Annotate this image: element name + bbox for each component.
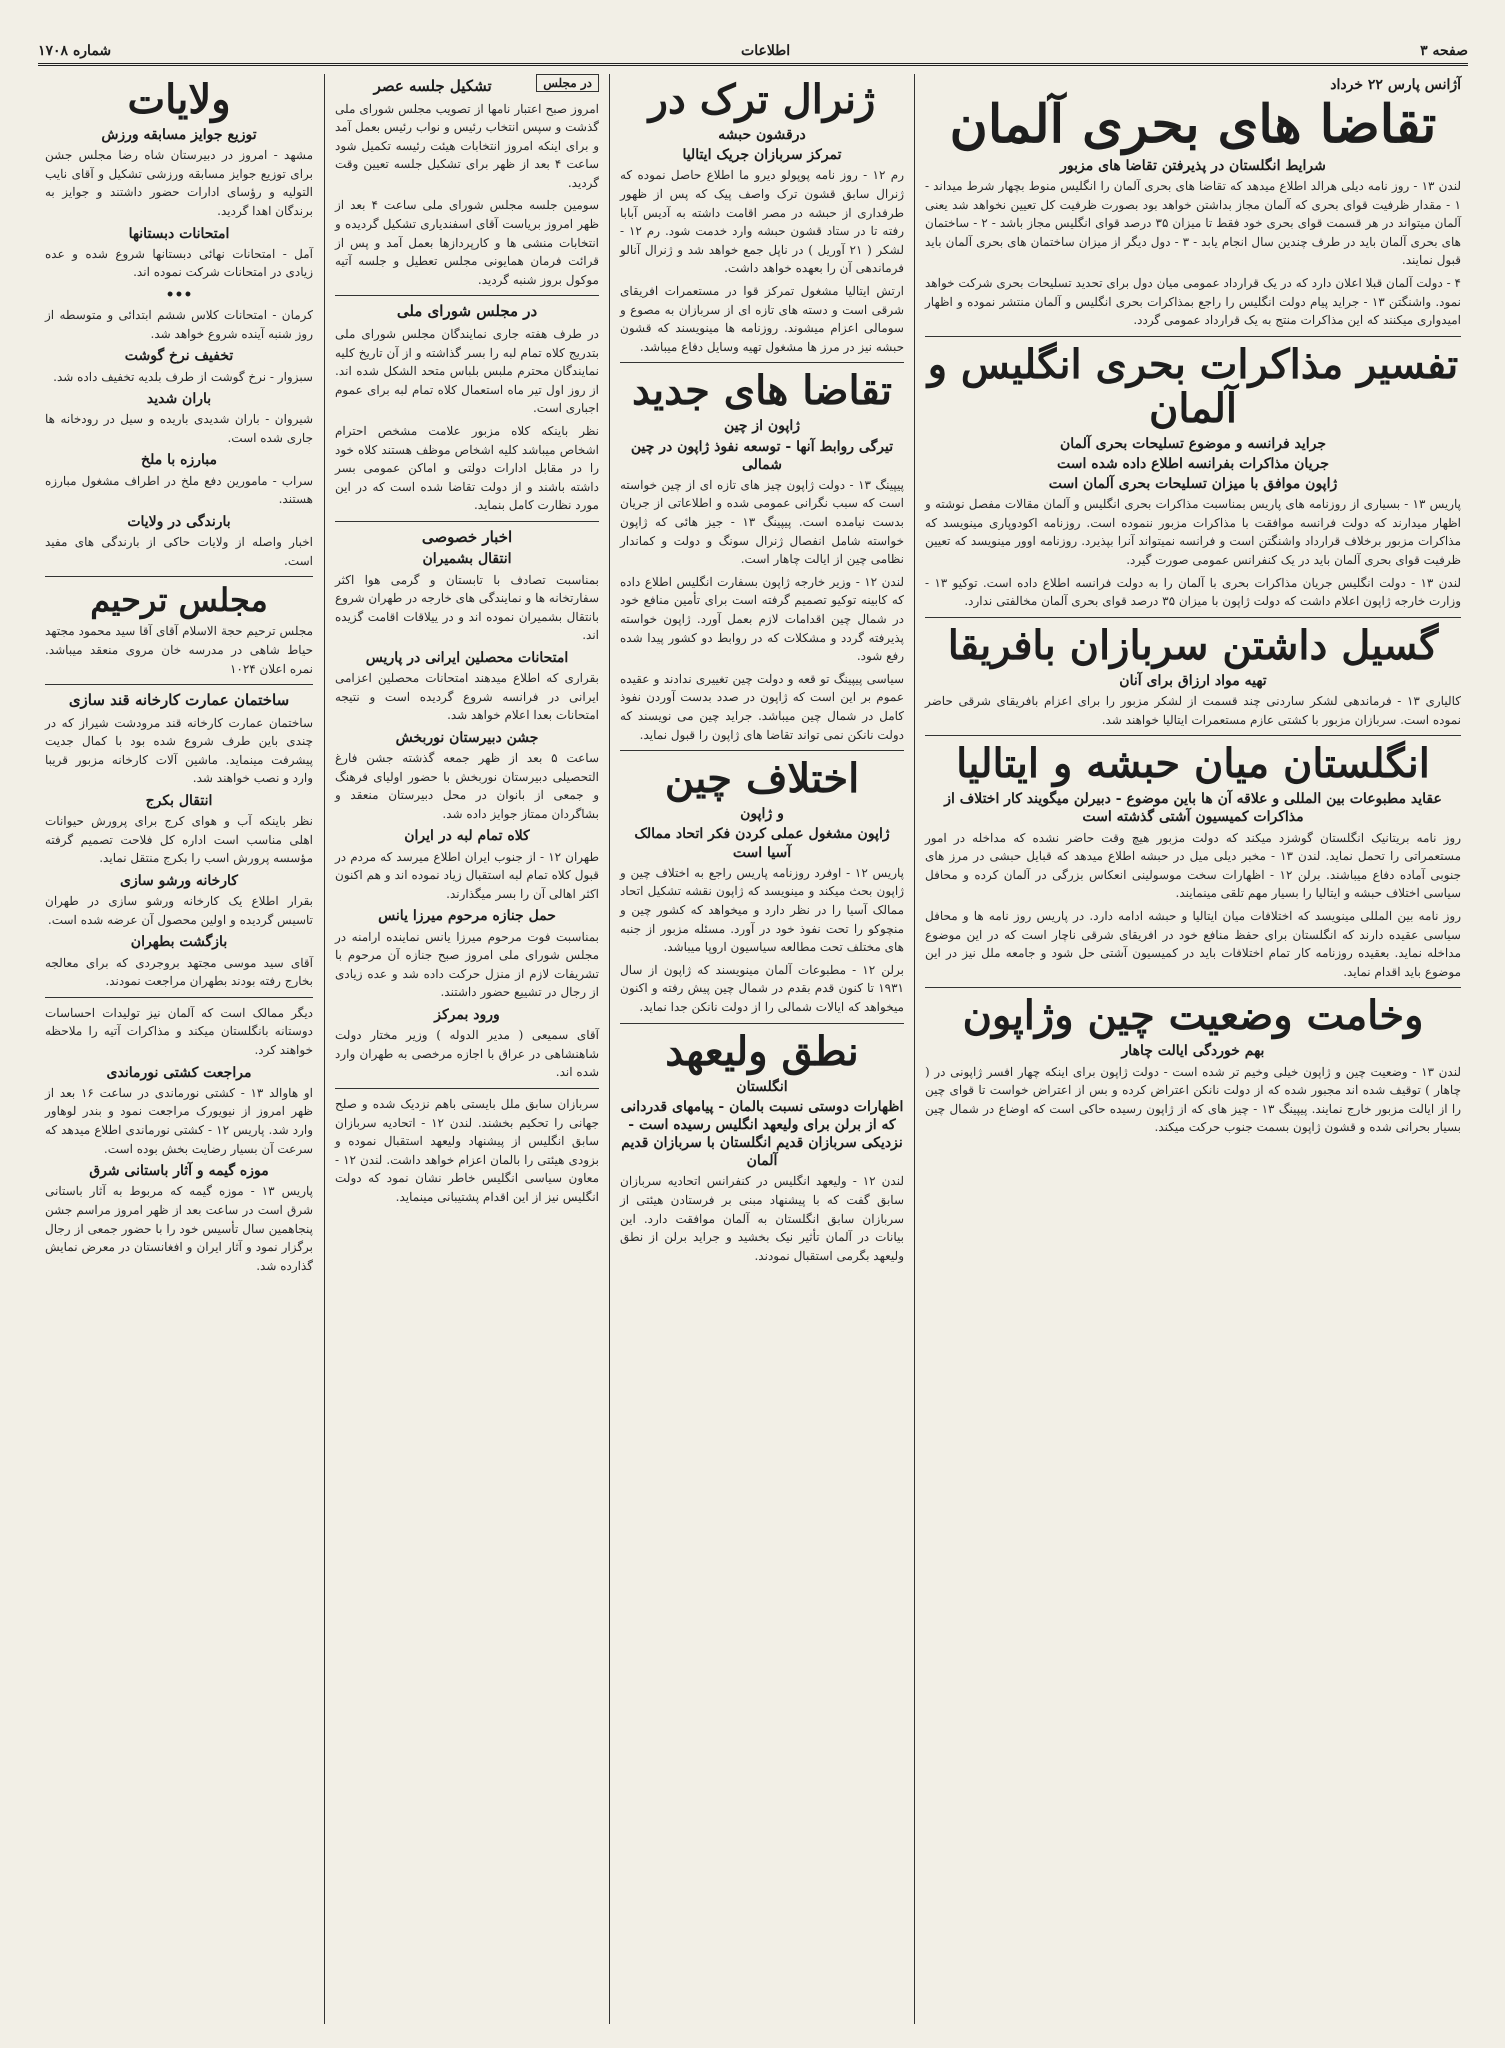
- divider: [925, 617, 1461, 618]
- article-ceremony-body: ساعت ۵ بعد از ظهر جمعه گذشته جشن فارغ التحصیلی دبیرستان نوربخش با حضور اولیای فرهنگ و جمعی از بانوان در محل دبیرستان منعقد و بشاگردان ممتاز جوایز داده شد.: [335, 751, 600, 821]
- article-assembly-body-2: نظر باینکه کلاه مزبور علامت مشخص احترام اشخاص میباشد کلیه اشخاص موظف هستند کلاه خود را در مقابل ادارات دولتی و اماکن عمومی بسر داشته باشند و از دولت تقاضا شده است که در این مورد نظارت کامل بنماید.: [335, 423, 599, 513]
- subhead-friendship-germany: اظهارات دوستی نسبت بالمان - پیامهای قدردانی که از برلن برای ولیعهد انگلیس رسیده است - نزدیکی سربازان قدیم انگلستان با سربازان قدیم آلمان: [620, 1098, 904, 1170]
- divider: [925, 987, 1461, 988]
- headline-national-assembly: در مجلس شورای ملی: [396, 302, 538, 321]
- article-turkish-general-body-1: رم ۱۲ - روز نامه پوپولو دیرو ما اطلاع حاصل نموده که ژنرال سابق قشون ترک واصف پیک که پس از ظهور طرفداری از حبشه در مصر اقامت داشته به آدیس آبابا رفته تا در ستاد قشون حبشه وارد خدمت شود. رم ۱۲ - لشکر ( ۲۱ آوریل ) در ناپل جمع خواهد شد و ژنرال آنالو فرماندهی آن را بعهده خواهد داشت.: [620, 168, 905, 276]
- headline-german-naval-demands: تقاضا های بحری آلمان: [949, 94, 1437, 156]
- article-crown-prince-body: لندن ۱۲ - ولیعهد انگلیس در کنفرانس اتحادیه سربازان سابق گفت که با پیشنهاد مبنی بر فرستادن هیئتی از سربازان سابق انگلستان به آلمان موافقت دارد. این بیانات در آلمان تأثیر نیک بخشید و جراید برلن از نطق ولیعهد بگرمی استقبال نمودند.: [620, 1174, 904, 1263]
- divider: [45, 997, 313, 998]
- headline-evening-session: تشکیل جلسه عصر: [373, 77, 492, 95]
- column-rule: [914, 74, 915, 2024]
- article-veterans-continued: سربازان سابق ملل بایستی باهم نزدیک شده و صلح جهانی را تحکیم بخشند. لندن ۱۲ - اتحادیه سربازان سابق انگلیس از پیشنهاد ولیعهد استقبال نموده و بزودی هیئتی را بالمان اعزام خواهد داشت. لندن ۱۲ - معاون سیاسی انگلیس خاطر نشان نمود که دولت انگلیس نیز از این اقدام پشتیبانی مینماید.: [335, 1096, 599, 1204]
- subhead-japan-agrees: ژاپون موافق با میزان تسلیحات بحری آلمان است: [1048, 476, 1338, 493]
- subhead-and-japan: و ژاپون: [740, 806, 784, 823]
- page-masthead: [38, 28, 1468, 66]
- headline-private-news-title: اخبار خصوصی: [421, 527, 513, 546]
- divider: [335, 1088, 599, 1089]
- subhead-funeral: حمل جنازه مرحوم میرزا یانس: [378, 908, 556, 925]
- divider: [620, 362, 904, 363]
- subhead-english-conditions: شرایط انگلستان در پذیرفتن تقاضا های مزبور: [1060, 157, 1326, 174]
- subhead-france-informed: جریان مذاکرات بفرانسه اطلاع داده شده است: [1057, 455, 1329, 472]
- subhead-japan-from-china: ژاپون از چین: [724, 418, 800, 435]
- article-school-exams-body: آمل - امتحانات نهائی دبستانها شروع شده و عده زیادی در امتحانات شرکت نموده اند.: [45, 246, 313, 280]
- page-number-label: صفحه ۳: [1420, 43, 1468, 59]
- article-german-naval-body-1: لندن ۱۳ - روز نامه دیلی هرالد اطلاع میدهد که تقاضا های بحری آلمان را انگلیس منوط بچهار شرط میداند - ۱ - مقدار ظرفیت قوای بحری که آلمان مجاز بداشتن خواهد بود بصورت ظرفیت کل تعیین نخواهد شد یعنی آلمان میتواند در هر قسمت قوای بحری خود فقط تا میزان ۳۵ درصد قوای انگلیس مجاز باشد - ۲ - ساختمان های بحری آلمان باید در طرف چندین سال انجام یابد - ۳ - دول دیگر از میزان ساختمان های بحری آلمان باید قبول نمایند.: [925, 178, 1461, 268]
- divider: [620, 750, 904, 751]
- article-normandie-body: او هاوالد ۱۳ - کشتی نورماندی در ساعت ۱۶ بعد از ظهر امروز از نیویورک مراجعت نمود و بندر لوهاور وارد شد. پاریس ۱۲ - کشتی نورماندی اطلاع میدهد که سرعت آن بسیار رضایت بخش بوده است.: [45, 1085, 314, 1156]
- article-memorial-body: مجلس ترحیم حجة الاسلام آقای آقا سید محمود مجتهد حیاط شاهی در مدرسه خان مروی منعقد میباشد. نمره اعلان ۱۰۲۴: [45, 624, 313, 676]
- article-troops-body: کالیاری ۱۳ - فرماندهی لشکر ساردنی چند قسمت از لشکر مزبور را برای اعزام بافریقای شرقی حاضر نموده است. سربازان مزبور با کشتی عازم مستعمرات ایتالیا خواهند شد.: [925, 694, 1461, 727]
- article-guimet-body: پاریس ۱۳ - موزه گیمه که مربوط به آثار باستانی شرق است در ساعت بعد از ظهر امروز مراسم جشن پنجاهمین سال تأسیس خود را با حضور جمعی از رجال برگزار نمود و آثار ایران و افغانستان در معرض نمایش گذارده شد.: [45, 1184, 314, 1273]
- article-locust-body: سراب - مامورین دفع ملخ در اطراف مشغول مبارزه هستند.: [45, 473, 313, 507]
- headline-sugar-factory: ساختمان عمارت کارخانه قند سازی: [68, 691, 290, 710]
- article-ethiopia-italy-body-2: روز نامه بین المللی مینویسد که اختلافات میان ایتالیا و حبشه ادامه دارد. در پاریس روز نامه ها و محافل سیاسی عقیده دارند که انگلستان برای حفظ منافع خود در افریقای شرقی ناچار است که در این موضوع مداخله نماید. بعقیده روزنامه کار تمام اختلافات باید در کمیسیون آشتی حل شود و جامعه ملل نیز در این موضوع باید اقدام نماید.: [925, 908, 1461, 979]
- article-return-body: آقای سید موسی مجتهد بروجردی که برای معالجه بخارج رفته بودند بطهران مراجعت نمودند.: [45, 955, 313, 989]
- issue-number: شماره ۱۷۰۸: [38, 43, 112, 59]
- column-rule: [324, 74, 325, 2024]
- article-evening-session-body-1: امروز صبح اعتبار نامها از تصویب مجلس شورای ملی گذشت و سپس انتخاب رئیس و نواب رئیس بعمل آمد و برای اینکه امروز انتخابات هیئت رئیسه تکمیل شود ساعت ۴ بعد از ظهر برای تشکیل جلسه تعیین وقت گردید.: [335, 101, 600, 190]
- subhead-italian-concentration: تمرکز سربازان جریک ایتالیا: [682, 147, 842, 164]
- article-assembly-body-1: در طرف هفته جاری نمایندگان مجلس شورای ملی بتدریج کلاه تمام لبه را بسر گذاشته و از آن تاریخ کلیه نمایندگان محترم ملبس بلباس متحد الشکل شده اند. از روز اول تیر ماه استعمال کلاه تمام لبه برای عموم اجباری است.: [335, 326, 599, 416]
- headline-turkish-general: ژنرال ترک در: [648, 76, 876, 123]
- article-rainfall-body: اخبار واصله از ولایات حاکی از بارندگی های مفید است.: [45, 535, 313, 568]
- subhead-ethiopian-army: درقشون حبشه: [718, 127, 806, 143]
- article-china-dispute-body-1: پاریس ۱۲ - اوفرد روزنامه پاریس راجع به اختلاف چین و ژاپون بحث میکند و مینویسد که ژاپون نقشه تشکیل اتحاد ممالک آسیا را در نظر دارد و میخواهد که کشور چین و منچوکو را تحت نفوذ خود در آورد. مسئله مزبور از جنبه های مختلف تحت مطالعه سیاسیون اروپا میباشد.: [620, 865, 904, 955]
- article-hat-body: طهران ۱۲ - از جنوب ایران اطلاع میرسد که مردم در قبول کلاه تمام لبه استقبال زیاد نموده اند و هم اکنون اکثر اهالی آن را بسر میگذارند.: [335, 849, 600, 901]
- subhead-arrival: ورود بمرکز: [434, 1007, 500, 1023]
- subhead-return-tehran: بازگشت بطهران: [130, 934, 228, 951]
- subhead-student-exams-paris: امتحانات محصلین ایرانی در پاریس: [365, 649, 569, 666]
- subhead-asian-union: ژاپون مشغول عملی کردن فکر اتحاد ممالک آسیا است: [634, 826, 890, 861]
- article-turkish-general-body-2: ارتش ایتالیا مشغول تمرکز قوا در مستعمرات افریقای شرقی است و دسته های تازه ای از سربازان به مصوع و سومالی اعزام میشوند. روزنامه ها مینویسند که قشون حبشه نیز در مرز ها مشغول تهیه وسایل دفاع میباشد.: [620, 283, 904, 354]
- column-international-news: [918, 74, 1468, 2024]
- article-shemiran-body: بمناسبت تصادف با تابستان و گرمی هوا اکثر سفارتخانه ها و نمایندگی های خارجه در طهران شروع بانتقال بشمیران نموده اند و در ییلاقات اقامت گزیده اند.: [334, 572, 599, 643]
- article-sugar-body: ساختمان عمارت کارخانه قند مرودشت شیراز که در چندی باین طرف شروع شده بود با کمال جدیت پیشرفت مینماید. ماشین آلات کارخانه مزبور قریبا وارد و نصب خواهند شد.: [45, 715, 313, 786]
- headline-china-japan-crisis: وخامت وضعیت چین وژاپون: [962, 992, 1424, 1040]
- article-naval-commentary-body-2: لندن ۱۳ - دولت انگلیس جریان مذاکرات بحری با آلمان را به دولت فرانسه اطلاع داده است. توکیو ۱۳ - وزارت خارجه ژاپون اعلام داشت که دولت ژاپون با میزان ۳۵ درصد قوای بحری آلمان مخالفتی ندارد.: [925, 575, 1461, 609]
- headline-england-ethiopia-italy: انگلستان میان حبشه و ایتالیا: [956, 740, 1430, 788]
- agency-dateline: آژانس پارس ۲۲ خرداد: [1330, 77, 1461, 93]
- article-funeral-body: بمناسبت فوت مرحوم میرزا یانس نماینده ارامنه در مجلس شورای ملی امروز صبح جنازه آن مرحوم با تشریفات لازم از منزل حرکت داده شد و عده زیادی از رجال در تشییع حضور داشتند.: [335, 929, 599, 1000]
- article-continued-text: دیگر ممالک است که آلمان نیز تولیدات احساسات دوستانه بانگلستان میکند و مذاکرات آتیه را ملاحظه خواهند کرد.: [45, 1005, 313, 1057]
- article-rain-body: شیروان - باران شدیدی باریده و سیل در رودخانه ها جاری شده است.: [45, 412, 313, 445]
- article-karaj-body: نظر باینکه آب و هوای کرج برای پرورش حیوانات اهلی مناسب است اداره کل فلاحت تصمیم گرفته مؤسسه پرورش اسب را بکرج منتقل نماید.: [45, 814, 313, 866]
- article-metalware-body: بقرار اطلاع یک کارخانه ورشو سازی در طهران تاسیس گردیده و اولین محصول آن عرضه شده است.: [45, 894, 313, 927]
- subhead-strained-relations: تیرگی روابط آنها - توسعه نفوذ ژاپون در چین شمالی: [630, 438, 894, 473]
- subhead-nourbakhsh-ceremony: جشن دبیرستان نوربخش: [395, 729, 539, 746]
- article-china-dispute-body-2: برلن ۱۲ - مطبوعات آلمان مینویسند که ژاپون از سال ۱۹۳۱ تا کنون قدم بقدم در شمال چین پیش رفته و اکنون میخواهد که ایالات شمالی را از دولت نانکن جدا نماید.: [620, 962, 904, 1014]
- subhead-french-press: جراید فرانسه و موضوع تسلیحات بحری آلمان: [1059, 435, 1327, 452]
- column-world-affairs: [613, 74, 911, 2024]
- subhead-move-to-karaj: انتقال بکرج: [145, 793, 213, 810]
- article-new-demands-body-2: لندن ۱۲ - وزیر خارجه ژاپون بسفارت انگلیس اطلاع داده که کابینه توکیو تصمیم گرفته است برای تأمین منافع خود در شمال چین اقدامات لازم بعمل آورد. ژاپون خواسته پذیرفته گردد و مشکلات که در روابط دو کشور پیدا شده رفع شود.: [620, 574, 904, 664]
- divider: [925, 735, 1461, 736]
- divider: [925, 336, 1461, 337]
- subhead-brimmed-hat: کلاه تمام لبه در ایران: [404, 828, 530, 845]
- subhead-sports-prizes: توزیع جوایز مسابقه ورزش: [101, 127, 257, 143]
- subhead-school-exams: امتحانات دبستانها: [128, 225, 230, 242]
- divider: [335, 295, 599, 296]
- divider: [620, 1023, 904, 1024]
- headline-china-dispute: اختلاف چین: [664, 755, 860, 803]
- subhead-normandie: مراجعت کشتی نورماندی: [106, 1064, 252, 1081]
- subhead-rainfall: بارندگی در ولایات: [127, 513, 231, 530]
- headline-troops-to-africa: گسیل داشتن سربازان بافریقا: [947, 621, 1439, 669]
- article-german-naval-body-2: ۴ - دولت آلمان قبلا اعلان دارد که در یک قرارداد عمومی میان دول برای تحدید تسلیحات بحری شرکت خواهد نمود. واشنگتن ۱۳ - جراید پیام دولت انگلیس را راجع بمذاکرات بحری انگلیس و آلمان منتشر نموده و اظهار امیدواری میکنند که این مذاکرات منتج به یک قرارداد عمومی گردد.: [925, 275, 1461, 328]
- article-naval-commentary-body-1: پاریس ۱۳ - بسیاری از روزنامه های پاریس بمناسبت مذاکرات بحری انگلیس و آلمان مقالات مفصل نوشته و اظهار میدارند که دولت فرانسه موافقت با مذاکرات مزبور ننموده است. روزنامه اکودوپاری مینویسد که مذاکرات مزبور برخلاف قرارداد واشنگتن است و فرانسه نمیتواند آنرا بپذیرد. روزنامه اوور مینویسد که تعیین ظرفیت قوای بحری آلمان باید در یک کنفرانس عمومی صورت گیرد.: [925, 497, 1461, 568]
- headline-memorial: مجلس ترحیم: [90, 581, 268, 620]
- column-provinces: [38, 74, 320, 2024]
- newspaper-page: [38, 28, 1468, 2028]
- subhead-guimet-museum: موزه گیمه و آثار باستانی شرق: [89, 1163, 269, 1180]
- article-evening-session-body-2: سومین جلسه مجلس شورای ملی ساعت ۴ بعد از ظهر امروز بریاست آقای اسفندیاری تشکیل گردیده و انتخابات منشی ها و کارپردازها بعمل آمد و پس از قرائت فرمان همایونی مجلس تعطیل و جلسه آتیه موکول بروز شنبه گردید.: [335, 198, 599, 287]
- article-new-demands-body-1: پیپینگ ۱۳ - دولت ژاپون چیز های تازه ای از چین خواسته است که سبب نگرانی عمومی شده و اطلاعاتی از جریان بدست نیامده است. پیپینگ ۱۳ - جیز هائی که ژاپون خواسته شامل انفصال ژنرال سونگ و دولت و کماندار نظامی چین از ایالت چاهار است.: [620, 477, 904, 567]
- divider: [45, 684, 313, 685]
- subhead-heavy-rain: باران شدید: [146, 391, 212, 408]
- headline-naval-talks-commentary: تفسیر مذاکرات بحری انگلیس و آلمان: [927, 340, 1459, 432]
- subhead-chahar-province: بهم خوردگی ایالت چاهار: [1121, 1043, 1265, 1060]
- subhead-locust: مبارزه با ملخ: [141, 452, 217, 469]
- article-sports-body: مشهد - امروز در دبیرستان شاه رضا مجلس جشن برای توزیع جوایز مسابقه ورزشی تشکیل و آقای نایب التولیه و رؤسای ادارات حضور داشتند و جوایز به برندگان اهدا گردید.: [45, 148, 313, 218]
- article-new-demands-body-3: سیاسی پیپینگ تو قعه و دولت چین تغییری ندادند و عقیده عموم بر این است که ژاپون در صدد بدست آوردن نفوذ کامل در شمال چین میباشد. جراید چین می نویسند که دولت نانکن نمی تواند تقاضا های ژاپون را قبول نماید.: [620, 671, 904, 742]
- article-kerman-body: کرمان - امتحانات کلاس ششم ابتدائی و متوسطه از روز شنبه آینده شروع خواهد شد.: [45, 308, 313, 341]
- divider: [45, 576, 313, 577]
- subhead-international-press: عقاید مطبوعات بین المللی و علاقه آن ها باین موضوع - دبیرلن میگویند کار اختلاف از مذاکرات کمیسیون آشتی گذشته است: [944, 791, 1442, 826]
- article-china-japan-body: لندن ۱۳ - وضعیت چین و ژاپون خیلی وخیم تر شده است - دولت ژاپون برای اینکه چهار افسر ژاپونی در ( چاهار ) توقیف شده اند مجبور شده که از دولت نانکن اعتراض کرده و بس از اعتراض خواست تا قوای چین را از ایالت مزبور خارج نمایند. پیپینگ ۱۳ - چیز های که از ژاپون رسیده حاکی است که اوضاع در شمال چین بسیار بحرانی شده و قشون ژاپون بسمت جنوب حرکت میکند.: [925, 1064, 1461, 1135]
- subhead-move-to-shemiran: انتقال بشمیران: [422, 551, 512, 568]
- divider: [335, 521, 599, 522]
- article-meat-body: سبزوار - نرخ گوشت از طرف بلدیه تخفیف داده شد.: [53, 369, 313, 384]
- subhead-metalware-factory: کارخانه ورشو سازی: [120, 873, 238, 890]
- column-parliament: [328, 74, 606, 2024]
- section-label-parliament: در مجلس: [536, 74, 599, 92]
- headline-new-demands: تقاضا های جدید: [632, 367, 892, 415]
- subhead-meat-price: تخفیف نرخ گوشت: [124, 348, 234, 365]
- article-exams-body: بقراری که اطلاع میدهند امتحانات محصلین اعزامی ایرانی در فرانسه شروع گردیده است و نتیجه امتحانات بعدا اعلام خواهد شد.: [335, 671, 599, 723]
- subhead-ornament: •••: [165, 286, 193, 303]
- paper-name: اطلاعات: [741, 43, 791, 59]
- subhead-food-supplies: تهیه مواد ارزاق برای آنان: [1119, 672, 1267, 689]
- article-arrival-body: آقای سمیعی ( مدیر الدوله ) وزیر مختار دولت شاهنشاهی در عراق با اجازه مرخصی به طهران وارد شده اند.: [335, 1028, 599, 1080]
- article-ethiopia-italy-body-1: روز نامه بریتانیک انگلستان گوشزد میکند که دولت مزبور هیچ وقت حاضر نشده که مداخله در امور مستعمراتی را تحمل نماید. لندن ۱۳ - مخبر دیلی میل در حبشه اطلاع میدهد که قبایل حبشی در مرز های جنوبی آماده دفاع میباشند. برلن ۱۲ - اظهارات سخت موسولینی انعکاس بزرگی در آلمان کرده و محافل سیاسی اختلاف حبشه و ایتالیا را بسیار مهم تلقی مینمایند.: [925, 830, 1462, 901]
- subhead-england: انگلستان: [736, 1078, 788, 1095]
- headline-provinces: ولایات: [127, 76, 231, 123]
- headline-crown-prince-speech: نطق ولیعهد: [665, 1027, 859, 1075]
- column-rule: [609, 74, 610, 2024]
